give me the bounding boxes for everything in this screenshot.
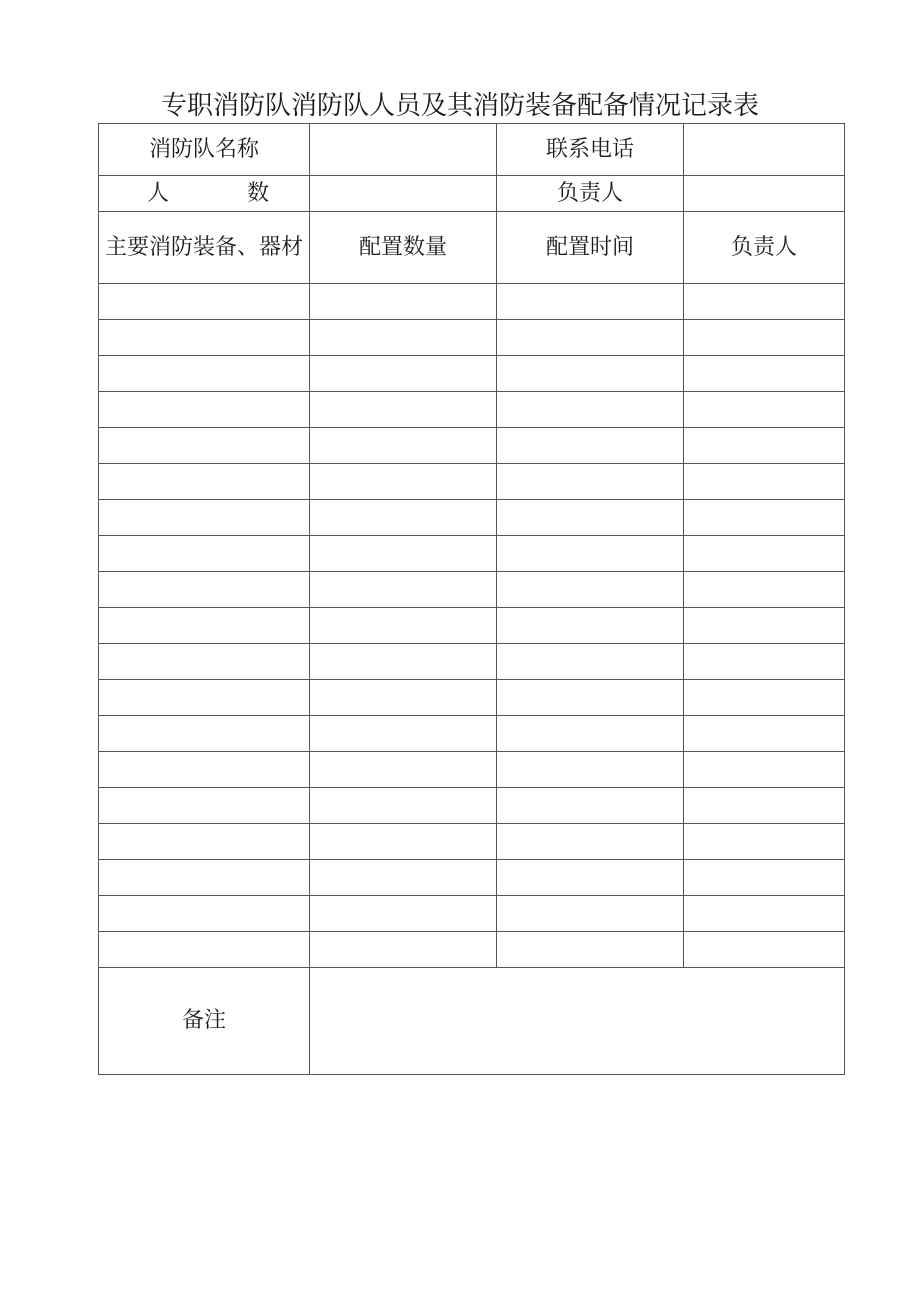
quantity-cell[interactable]: [310, 464, 497, 500]
table-row: [99, 896, 845, 932]
responsible-cell[interactable]: [684, 284, 845, 320]
quantity-cell[interactable]: [310, 536, 497, 572]
quantity-cell[interactable]: [310, 932, 497, 968]
quantity-cell[interactable]: [310, 716, 497, 752]
time-cell[interactable]: [497, 932, 684, 968]
phone-field[interactable]: [684, 124, 845, 176]
quantity-cell[interactable]: [310, 896, 497, 932]
quantity-cell[interactable]: [310, 608, 497, 644]
equipment-cell[interactable]: [99, 356, 310, 392]
time-cell[interactable]: [497, 572, 684, 608]
responsible-cell[interactable]: [684, 428, 845, 464]
responsible-cell[interactable]: [684, 824, 845, 860]
responsible-cell[interactable]: [684, 860, 845, 896]
headcount-label-part1: 人: [147, 180, 170, 206]
equipment-cell[interactable]: [99, 500, 310, 536]
time-cell[interactable]: [497, 896, 684, 932]
time-cell[interactable]: [497, 680, 684, 716]
equipment-cell[interactable]: [99, 644, 310, 680]
quantity-cell[interactable]: [310, 428, 497, 464]
quantity-header: 配置数量: [310, 212, 497, 284]
quantity-cell[interactable]: [310, 788, 497, 824]
responsible-cell[interactable]: [684, 752, 845, 788]
equipment-header-row: [99, 212, 845, 284]
quantity-cell[interactable]: [310, 392, 497, 428]
responsible-cell[interactable]: [684, 644, 845, 680]
phone-label: 联系电话: [497, 124, 684, 176]
quantity-cell[interactable]: [310, 644, 497, 680]
time-cell[interactable]: [497, 464, 684, 500]
equipment-cell[interactable]: [99, 464, 310, 500]
equipment-cell[interactable]: [99, 752, 310, 788]
headcount-row: [99, 176, 845, 212]
time-cell[interactable]: [497, 428, 684, 464]
remarks-row: [99, 968, 845, 1075]
table-row: [99, 428, 845, 464]
equipment-cell[interactable]: [99, 608, 310, 644]
table-row: [99, 284, 845, 320]
table-row: [99, 608, 845, 644]
table-row: [99, 392, 845, 428]
responsible-cell[interactable]: [684, 536, 845, 572]
quantity-cell[interactable]: [310, 320, 497, 356]
time-cell[interactable]: [497, 392, 684, 428]
table-row: [99, 320, 845, 356]
time-cell[interactable]: [497, 752, 684, 788]
responsible-cell[interactable]: [684, 680, 845, 716]
time-cell[interactable]: [497, 536, 684, 572]
responsible-cell[interactable]: [684, 464, 845, 500]
team-name-field[interactable]: [310, 124, 497, 176]
responsible-cell[interactable]: [684, 320, 845, 356]
equipment-cell[interactable]: [99, 428, 310, 464]
time-cell[interactable]: [497, 860, 684, 896]
table-row: [99, 356, 845, 392]
quantity-cell[interactable]: [310, 824, 497, 860]
table-row: [99, 500, 845, 536]
leader-field[interactable]: [684, 176, 845, 212]
table-row: [99, 464, 845, 500]
equipment-cell[interactable]: [99, 788, 310, 824]
equipment-cell[interactable]: [99, 860, 310, 896]
table-row: [99, 932, 845, 968]
page-title: 专职消防队消防队人员及其消防装备配备情况记录表: [160, 91, 759, 121]
time-cell[interactable]: [497, 788, 684, 824]
table-row: [99, 860, 845, 896]
responsible-cell[interactable]: [684, 500, 845, 536]
table-row: [99, 680, 845, 716]
time-header: 配置时间: [497, 212, 684, 284]
equipment-cell[interactable]: [99, 932, 310, 968]
equipment-cell[interactable]: [99, 896, 310, 932]
time-cell[interactable]: [497, 716, 684, 752]
time-cell[interactable]: [497, 608, 684, 644]
record-table: [98, 123, 845, 1075]
remarks-field[interactable]: [310, 968, 845, 1075]
equipment-cell[interactable]: [99, 572, 310, 608]
table-row: [99, 644, 845, 680]
responsible-cell[interactable]: [684, 356, 845, 392]
time-cell[interactable]: [497, 284, 684, 320]
responsible-cell[interactable]: [684, 572, 845, 608]
quantity-cell[interactable]: [310, 500, 497, 536]
equipment-cell[interactable]: [99, 680, 310, 716]
leader-label: 负责人: [497, 176, 684, 212]
time-cell[interactable]: [497, 320, 684, 356]
time-cell[interactable]: [497, 356, 684, 392]
table-row: [99, 572, 845, 608]
responsible-cell[interactable]: [684, 896, 845, 932]
quantity-cell[interactable]: [310, 752, 497, 788]
equipment-cell[interactable]: [99, 320, 310, 356]
team-name-label: 消防队名称: [99, 124, 310, 176]
responsible-cell[interactable]: [684, 608, 845, 644]
table-row: [99, 536, 845, 572]
quantity-cell[interactable]: [310, 572, 497, 608]
team-info-row: [99, 124, 845, 176]
headcount-label-cell: [99, 176, 310, 212]
equipment-cell[interactable]: [99, 824, 310, 860]
responsible-header: 负责人: [684, 212, 845, 284]
table-row: [99, 788, 845, 824]
equipment-cell[interactable]: [99, 716, 310, 752]
table-row: [99, 716, 845, 752]
responsible-cell[interactable]: [684, 932, 845, 968]
remarks-label: 备注: [99, 968, 310, 1075]
quantity-cell[interactable]: [310, 284, 497, 320]
quantity-cell[interactable]: [310, 680, 497, 716]
headcount-field[interactable]: [310, 176, 497, 212]
quantity-cell[interactable]: [310, 356, 497, 392]
responsible-cell[interactable]: [684, 716, 845, 752]
table-row: [99, 824, 845, 860]
equipment-cell[interactable]: [99, 536, 310, 572]
time-cell[interactable]: [497, 824, 684, 860]
equipment-header-text: 主要消防装备、器材: [104, 234, 303, 260]
responsible-cell[interactable]: [684, 392, 845, 428]
time-cell[interactable]: [497, 500, 684, 536]
time-cell[interactable]: [497, 644, 684, 680]
equipment-header: [99, 212, 310, 284]
headcount-label-part2: 数: [246, 180, 269, 206]
table-row: [99, 752, 845, 788]
quantity-cell[interactable]: [310, 860, 497, 896]
equipment-cell[interactable]: [99, 284, 310, 320]
responsible-cell[interactable]: [684, 788, 845, 824]
equipment-cell[interactable]: [99, 392, 310, 428]
